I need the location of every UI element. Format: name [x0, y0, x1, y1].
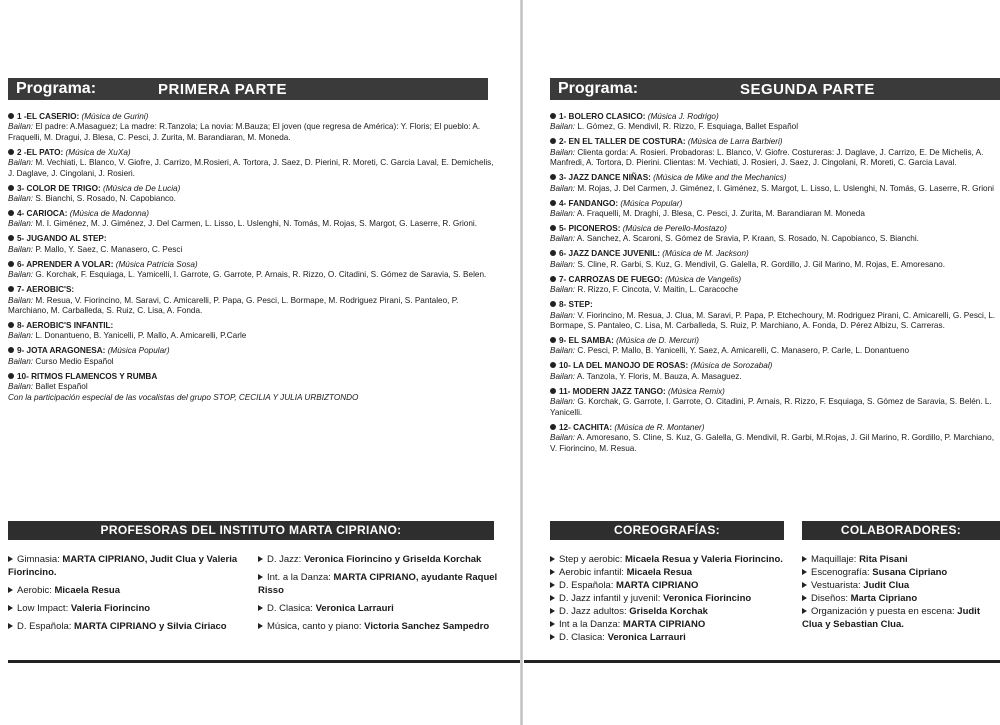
bullet-arrow-icon [8, 623, 13, 629]
program-item [8, 321, 500, 342]
item-dancers: G. Korchak, F. Esquiaga, L. Yamicelli, I. Garrote, G. Garrote, P. Arnais, R. Rizzo, O. Citadini, S. Gómez de Saravia, S. Belen. [33, 270, 487, 280]
credit-label: Aerobic infantil: [559, 567, 627, 578]
program-item [8, 209, 500, 230]
segunda-part-title: SEGUNDA PARTE [740, 80, 875, 98]
credit-label: Low Impact: [17, 603, 71, 614]
bailan-label: Bailan: [8, 382, 34, 392]
item-dancers: Ballet Español [33, 382, 88, 392]
item-title: 9- EL SAMBA: [559, 336, 614, 346]
profesoras-col1 [8, 553, 243, 638]
item-title-line [8, 285, 500, 295]
coreografias-list [550, 553, 795, 644]
item-body [550, 234, 1000, 244]
program-item [8, 234, 500, 255]
credit-label: Maquillaje: [811, 554, 860, 565]
item-body [550, 346, 1000, 356]
credit-item [258, 553, 503, 566]
item-music: (Música Patricia Sosa) [115, 259, 198, 269]
bailan-label: Bailan: [8, 122, 34, 132]
item-dancers: L. Donantueno, B. Yanicelli, P. Mallo, A. Amicarelli, P.Carle [33, 331, 247, 341]
credit-names: Rita Pisani [859, 554, 908, 565]
page-fold [520, 0, 523, 725]
bullet-arrow-icon [258, 623, 263, 629]
item-music: (Música de Larra Barbieri) [687, 137, 783, 147]
bullet-arrow-icon [802, 582, 807, 588]
credit-names: Griselda Korchak [629, 606, 708, 617]
credit-label: Escenografía: [811, 567, 873, 578]
credit-item [258, 571, 503, 597]
bailan-label: Bailan: [8, 331, 34, 341]
item-title-line [550, 224, 1000, 234]
item-title-line [8, 346, 500, 356]
item-body [8, 357, 500, 367]
item-dancers: A. Sanchez, A. Scaroni, S. Gómez de Sravia, P. Kraan, S. Rosado, N. Capobianco, S. Bianchi. [575, 234, 919, 244]
segunda-label: Programa: [558, 80, 639, 97]
credit-names: Micaela Resua [54, 585, 120, 596]
item-body [8, 382, 500, 392]
bullet-icon [8, 322, 14, 328]
item-dancers: A. Tanzola, Y. Floris, M. Bauza, A. Masaguez. [575, 371, 742, 381]
bullet-arrow-icon [550, 608, 555, 614]
credit-label: Step y aerobic: [559, 554, 626, 565]
bullet-arrow-icon [802, 608, 807, 614]
bailan-label: Bailan: [8, 219, 34, 229]
credit-names: Micaela Resua [626, 567, 693, 578]
credit-label: D. Española: [17, 621, 75, 632]
program-item [8, 285, 500, 316]
bullet-icon [550, 174, 556, 180]
credit-label: D. Clasica: [559, 632, 608, 643]
bailan-label: Bailan: [550, 397, 576, 407]
item-title-line [8, 234, 500, 244]
item-body [550, 148, 1000, 169]
bailan-label: Bailan: [8, 244, 34, 254]
program-item [8, 372, 500, 403]
program-item [550, 361, 1000, 382]
bailan-label: Bailan: [550, 310, 576, 320]
credit-label: D. Jazz: [267, 554, 304, 565]
bailan-label: Bailan: [8, 356, 34, 366]
segunda-header [550, 78, 1000, 100]
item-body [8, 158, 500, 179]
colaboradores-title: COLABORADORES: [802, 521, 1000, 540]
credit-label: Diseños: [811, 593, 851, 604]
program-item [8, 112, 500, 143]
item-title-line [550, 361, 1000, 371]
item-dancers: A. Fraquelli, M. Draghi, J. Blesa, C. Pesci, J. Zurita, M. Barandiaran M. Moneda [575, 209, 865, 219]
credit-label: Aerobic: [17, 585, 55, 596]
item-dancers: M. Resua, V. Fiorincino, M. Saravi, C. Amicarelli, P. Papa, G. Pesci, L. Bormape, M. Rodriguez Pirani, S. Pantaleo, P. Marchiano, M. Carballeda, S. Ruiz, C. Lisa, A. Fonda. [8, 295, 459, 316]
item-title: 4- FANDANGO: [559, 198, 619, 208]
credit-names: MARTA CIPRIANO [622, 619, 706, 630]
program-item [550, 173, 1000, 194]
credit-names: Veronica Larrauri [607, 632, 686, 643]
bullet-icon [550, 113, 556, 119]
program-item [550, 423, 1000, 454]
credit-names: MARTA CIPRIANO y Silvia Ciriaco [74, 621, 227, 632]
item-title-line [550, 173, 1000, 183]
item-dancers: S. Bianchi, S. Rosado, N. Capobianco. [33, 194, 176, 204]
item-title: 2- EN EL TALLER DE COSTURA: [559, 137, 686, 147]
bailan-label: Bailan: [550, 433, 576, 443]
item-title-line [8, 148, 500, 158]
item-dancers: L. Gómez, G. Mendivil, R. Rizzo, F. Esquiaga, Ballet Español [575, 122, 799, 132]
credit-item [802, 579, 998, 592]
item-dancers: Clienta gorda: A. Rosieri. Probadoras: L. Blanco, V. Giofre. Costureras: J. Daglave, J. Carrizo, E. De Michelis, A. Manfredi, A. Tortora, D. Pierini. Clientas: M. Vechiati, J. Rosieri, J. Saez, J. Cingolani, R. Moreti, C. Garcia Laval. [550, 147, 984, 168]
credit-item [258, 602, 503, 615]
bullet-arrow-icon [802, 569, 807, 575]
bailan-label: Bailan: [550, 183, 576, 193]
item-title-line [8, 112, 500, 122]
bullet-icon [8, 286, 14, 292]
item-body [550, 311, 1000, 332]
item-title-line [550, 249, 1000, 259]
program-item [8, 260, 500, 281]
item-title: 10- RITMOS FLAMENCOS Y RUMBA [17, 371, 158, 381]
segunda-items [550, 112, 1000, 459]
credit-item [8, 602, 243, 615]
program-item [550, 137, 1000, 168]
item-music: (Música de D. Mercuri) [616, 336, 699, 346]
credit-names: Victoria Sanchez Sampedro [364, 621, 490, 632]
item-title: 2 -EL PATO: [17, 147, 64, 157]
item-body [550, 209, 1000, 219]
primera-items [8, 112, 500, 408]
item-dancers: M. Rojas, J. Del Carmen, J. Giménez, I. Giménez, S. Margot, L. Lisso, L. Uslenghi, N. Tomás, G. Laserre, R. Grioni [575, 183, 994, 193]
item-dancers: S. Cline, R. Garbi, S. Kuz, G. Mendivil, G. Galella, R. Gordillo, J. Gil Marino, M. Rojas, E. Amoresano. [575, 259, 945, 269]
colaboradores-list [802, 553, 998, 631]
primera-header [8, 78, 488, 100]
credit-label: D. Jazz adultos: [559, 606, 630, 617]
credit-names: Veronica Fiorincino [663, 593, 752, 604]
program-item [550, 112, 1000, 133]
credit-names: MARTA CIPRIANO, ayudante Raquel Risso [258, 572, 498, 596]
program-item [8, 148, 500, 179]
bullet-arrow-icon [550, 634, 555, 640]
program-item [550, 336, 1000, 357]
item-title: 3- JAZZ DANCE NIÑAS: [559, 173, 651, 183]
profesoras-title: PROFESORAS DEL INSTITUTO MARTA CIPRIANO: [8, 521, 494, 540]
credit-item [802, 605, 998, 631]
program-item [550, 387, 1000, 418]
bullet-arrow-icon [8, 556, 13, 562]
item-title: 8- AEROBIC'S INFANTIL: [17, 321, 114, 331]
item-body [8, 331, 500, 341]
bullet-icon [550, 424, 556, 430]
bullet-arrow-icon [550, 556, 555, 562]
bullet-icon [8, 235, 14, 241]
credit-item [8, 584, 243, 597]
item-body [550, 433, 1000, 454]
item-dancers: Curso Medio Español [33, 356, 114, 366]
credit-names: Micaela Resua y Valeria Fiorincino. [625, 554, 783, 565]
item-music: (Música de Madonna) [69, 209, 149, 219]
bailan-label: Bailan: [550, 209, 576, 219]
credit-names: Valeria Fiorincino [70, 603, 151, 614]
bullet-arrow-icon [8, 587, 13, 593]
item-title-line [550, 387, 1000, 397]
credit-names: Marta Cipriano [850, 593, 918, 604]
item-title-line [8, 209, 500, 219]
bullet-icon [550, 250, 556, 256]
item-music: (Música de Gurini) [81, 112, 149, 121]
credit-label: Vestuarista: [811, 580, 864, 591]
bullet-arrow-icon [550, 569, 555, 575]
item-title: 12- CACHITA: [559, 422, 613, 432]
credit-label: Int. a la Danza: [267, 572, 334, 583]
bailan-label: Bailan: [550, 285, 576, 295]
primera-part-title: PRIMERA PARTE [158, 80, 288, 98]
item-dancers: G. Korchak, G. Garrote, I. Garrote, O. Citadini, P. Arnais, R. Rizzo, F. Esquiaga, S. Gómez de Saravia, S. Belén. L. Yanicelli. [550, 397, 992, 417]
bailan-label: Bailan: [550, 122, 576, 132]
credit-names: Judit Clua [863, 580, 910, 591]
credit-label: D. Jazz infantil y juvenil: [559, 593, 664, 604]
bullet-arrow-icon [550, 582, 555, 588]
item-title-line [550, 275, 1000, 285]
bullet-arrow-icon [550, 595, 555, 601]
item-music: (Música Popular) [107, 346, 170, 356]
item-title-line [550, 199, 1000, 209]
bullet-icon [550, 276, 556, 282]
credit-item [258, 620, 503, 633]
item-title: 5- JUGANDO AL STEP: [17, 234, 107, 244]
item-title: 4- CARIOCA: [17, 209, 68, 219]
item-title-line [550, 137, 1000, 147]
item-body [550, 122, 1000, 132]
bullet-icon [550, 337, 556, 343]
item-dancers: M. I. Giménez, M. J. Giménez, J. Del Carmen, L. Lisso, L. Uslenghi, N. Tomás, M. Rojas, S. Margot, G. Laserre, R. Grioni. [33, 219, 477, 229]
item-title-line [8, 372, 500, 382]
bullet-icon [550, 301, 556, 307]
bullet-icon [550, 138, 556, 144]
item-music: (Música de Perello-Mostazo) [622, 224, 727, 234]
credit-label: Gimnasia: [17, 554, 63, 565]
program-item [8, 184, 500, 205]
credit-item [802, 592, 998, 605]
item-title-line [550, 300, 1000, 310]
item-body [550, 260, 1000, 270]
bullet-icon [8, 347, 14, 353]
item-body [8, 245, 500, 255]
credit-label: Int a la Danza: [559, 619, 623, 630]
item-body [550, 397, 1000, 418]
item-music: (Música de R. Montaner) [614, 422, 705, 432]
item-title: 6- APRENDER A VOLAR: [17, 259, 114, 269]
item-music: (Música de Mike and the Mechanics) [653, 173, 787, 183]
bullet-icon [8, 261, 14, 267]
item-music: (Música Remix) [668, 386, 725, 396]
coreografias-title: COREOGRAFÍAS: [550, 521, 784, 540]
credit-item [550, 631, 795, 644]
item-music: (Música de De Lucia) [102, 183, 181, 193]
item-dancers: El padre: A.Masaguez; La madre: R.Tanzola; La novia: M.Bauza; El joven (que regresa de América): Y. Floris; El pueblo: A. Fraquelli, M. Dragui, J. Blesa, C. Pesci, J. Zurita, M. Barandiaran, M. Moneda. [8, 122, 481, 142]
credit-label: Música, canto y piano: [267, 621, 365, 632]
bullet-arrow-icon [550, 621, 555, 627]
bullet-arrow-icon [802, 595, 807, 601]
item-title: 1 -EL CASERIO: [17, 112, 80, 121]
bottom-rule-left [8, 660, 520, 663]
bailan-label: Bailan: [8, 270, 34, 280]
bailan-label: Bailan: [8, 295, 34, 305]
right-page [524, 0, 1000, 725]
item-dancers: V. Fiorincino, M. Resua, J. Clua, M. Saravi, P. Papa, P. Etchechoury, M. Rodriguez Pirani, C. Amicarelli, G. Pesci, L. Bormape, S. Pantaleo, C. Lisa, M. Carballeda, S. Ruiz, P. Marchiano, A. Fonda, D. Pérez Albizu, S. Carreras. [550, 310, 996, 331]
item-title-line [8, 321, 500, 331]
item-body [550, 285, 1000, 295]
program-item [550, 199, 1000, 220]
credit-names: Susana Cipriano [872, 567, 948, 578]
bullet-icon [550, 388, 556, 394]
item-dancers: A. Amoresano, S. Cline, S. Kuz, G. Galella, G. Mendivil, R. Garbi, M.Rojas, J. Gil Marino, R. Gordillo, P. Marchiano, V. Fiorincino, M. Resua. [550, 433, 994, 453]
item-dancers: C. Pesci, P. Mallo, B. Yanicelli, Y. Saez, A. Amicarelli, C. Manasero, P. Carle, L. Donantueno [575, 346, 910, 356]
bullet-icon [550, 225, 556, 231]
bullet-icon [8, 149, 14, 155]
bailan-label: Bailan: [550, 346, 576, 356]
bullet-arrow-icon [258, 574, 263, 580]
item-title-line [550, 336, 1000, 346]
item-title: 5- PICONEROS: [559, 224, 621, 234]
item-music: (Música Popular) [620, 198, 683, 208]
bailan-label: Bailan: [8, 194, 34, 204]
item-body [8, 296, 500, 317]
credit-label: Organización y puesta en escena: [811, 606, 958, 617]
item-body [550, 372, 1000, 382]
credit-names: MARTA CIPRIANO, Judit Clua y Valeria Fiorincino. [8, 554, 238, 578]
bailan-label: Bailan: [8, 158, 34, 168]
item-music: (Música de Vangelis) [665, 274, 742, 284]
credit-item [550, 566, 795, 579]
bullet-icon [8, 113, 14, 119]
credit-item [550, 553, 795, 566]
credit-names: MARTA CIPRIANO [616, 580, 699, 591]
item-title: 8- STEP: [559, 300, 593, 310]
bullet-arrow-icon [258, 556, 263, 562]
bullet-icon [8, 210, 14, 216]
item-dancers: P. Mallo, Y. Saez, C. Manasero, C. Pesci [33, 244, 183, 254]
item-music: (Música de XuXa) [65, 147, 131, 157]
item-body [8, 122, 500, 143]
program-item [8, 346, 500, 367]
bullet-icon [8, 185, 14, 191]
item-music: (Música de Sorozabal) [690, 361, 773, 371]
bullet-arrow-icon [802, 556, 807, 562]
credit-names: Veronica Larrauri [315, 603, 394, 614]
item-title: 7- AEROBIC'S: [17, 285, 75, 295]
item-body [550, 184, 1000, 194]
item-body [8, 270, 500, 280]
bailan-label: Bailan: [550, 234, 576, 244]
program-item [550, 300, 1000, 331]
item-title: 1- BOLERO CLASICO: [559, 112, 646, 121]
program-item [550, 275, 1000, 296]
bullet-arrow-icon [8, 605, 13, 611]
credit-label: D. Clasica: [267, 603, 316, 614]
bailan-label: Bailan: [550, 147, 576, 157]
credit-item [550, 618, 795, 631]
item-title-line [8, 184, 500, 194]
bailan-label: Bailan: [550, 371, 576, 381]
bottom-rule-right [524, 660, 1000, 663]
credit-item [802, 553, 998, 566]
bullet-icon [550, 362, 556, 368]
program-item [550, 249, 1000, 270]
item-title: 7- CARROZAS DE FUEGO: [559, 274, 663, 284]
item-title: 3- COLOR DE TRIGO: [17, 183, 101, 193]
item-title-line [550, 112, 1000, 122]
item-dancers: R. Rizzo, F. Cincota, V. Maitin, L. Caracoche [575, 285, 739, 295]
credit-names: Veronica Fiorincino y Griselda Korchak [303, 554, 482, 565]
item-title-line [8, 260, 500, 270]
profesoras-col2 [258, 553, 503, 638]
bailan-label: Bailan: [550, 259, 576, 269]
credit-item [550, 592, 795, 605]
item-title-line [550, 423, 1000, 433]
primera-label: Programa: [16, 80, 97, 97]
credit-item [8, 620, 243, 633]
item-dancers: M. Vechiati, L. Blanco, V. Giofre, J. Carrizo, M.Rosieri, A. Tortora, J. Saez, D. Pierini, R. Moreti, C. Garcia Laval, E. Demichelis, J. Daglave, J. Cingolani, J. Rosieri. [8, 158, 494, 178]
credit-item [550, 579, 795, 592]
item-body [8, 194, 500, 204]
item-title: 6- JAZZ DANCE JUVENIL: [559, 249, 660, 259]
item-title: 11- MODERN JAZZ TANGO: [559, 386, 666, 396]
credit-item [802, 566, 998, 579]
item-note: Con la participación especial de las vocalistas del grupo STOP, CECILIA Y JULIA URBIZTONDO [8, 392, 359, 402]
bullet-icon [8, 373, 14, 379]
bullet-arrow-icon [258, 605, 263, 611]
credit-names: Judit Clua y Sebastian Clua. [802, 606, 980, 630]
credit-label: D. Española: [559, 580, 617, 591]
item-music: (Música J. Rodrigo) [647, 112, 719, 121]
item-title: 9- JOTA ARAGONESA: [17, 346, 106, 356]
program-item [550, 224, 1000, 245]
item-body [8, 219, 500, 229]
credit-item [8, 553, 243, 579]
credit-item [550, 605, 795, 618]
item-music: (Música de M. Jackson) [662, 249, 749, 259]
bullet-icon [550, 200, 556, 206]
item-title: 10- LA DEL MANOJO DE ROSAS: [559, 361, 689, 371]
